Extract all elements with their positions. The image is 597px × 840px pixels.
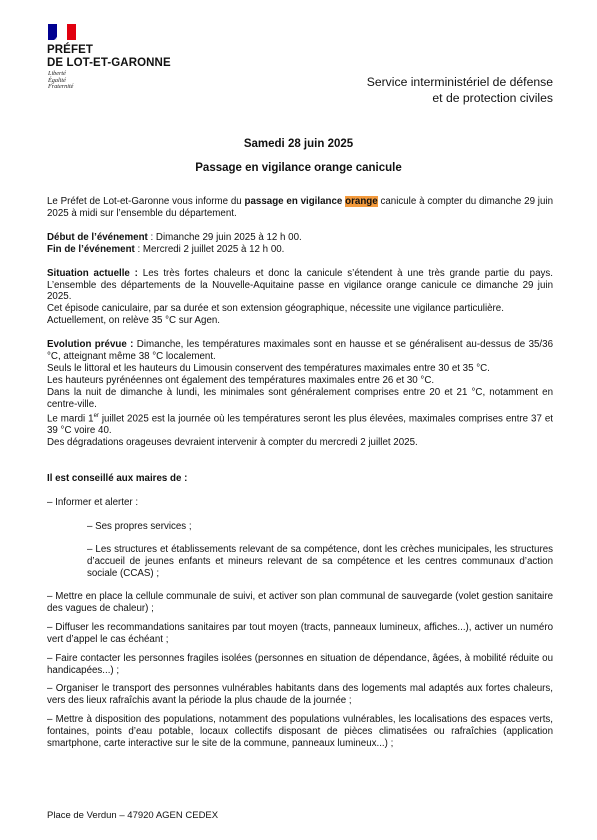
motto-liberte: Liberté bbox=[48, 70, 66, 77]
advice-item-contacter: – Faire contacter les personnes fragiles isolées (personnes en situation de dépendance, âgées, à mobilité réduite ou handicapées...) ; bbox=[47, 652, 553, 676]
evolution-line-5b: juillet 2025 est la journée où les températures seront les plus élevées, maximales comprises entre 37 et 39 °C voire 40. bbox=[47, 412, 553, 436]
situation-line-2: Cet épisode caniculaire, par sa durée et son extension géographique, nécessite une vigilance particulière. bbox=[47, 303, 504, 315]
intro-bold: passage en vigilance bbox=[244, 196, 346, 207]
document-subject: Passage en vigilance orange canicule bbox=[195, 162, 402, 174]
document-body bbox=[47, 196, 553, 750]
evolution-line-4: Dans la nuit de dimanche à lundi, les minimales sont généralement comprises entre 20 et 21 °C, notamment en centre-ville. bbox=[47, 386, 553, 410]
service-name bbox=[367, 75, 553, 106]
evolution-line-5 bbox=[47, 411, 553, 437]
superscript-er: er bbox=[93, 412, 99, 419]
advice-subitem-structures: – Les structures et établissements relevant de sa compétence, dont les crèches municipales, les structures d’accueil de jeunes enfants et mineurs relevant de sa compétence et les centres communaux d’action sociale (CCAS) ; bbox=[87, 544, 553, 580]
evolution-line-3: Les hauteurs pyrénéennes ont également des températures maximales entre 26 et 30 °C. bbox=[47, 374, 435, 386]
evolution-line-5a: Le mardi 1 bbox=[47, 412, 94, 424]
intro-text-2: canicule à compter du dimanche 29 juin 2025 à midi sur l’ensemble du département. bbox=[47, 196, 553, 219]
intro-paragraph bbox=[47, 196, 553, 220]
prefecture-name bbox=[47, 44, 171, 69]
motto-fraternite: Fraternité bbox=[48, 83, 74, 91]
service-line-1: Service interministériel de défense bbox=[366, 75, 553, 89]
evolution-text: Dimanche, les températures maximales sont en hausse et se généralisent au-dessus de 35/36 °C, atteignant même 38 °C localement. bbox=[47, 339, 553, 363]
document-date: Samedi 28 juin 2025 bbox=[243, 138, 354, 150]
advice-item-transport: – Organiser le transport des personnes vulnérables habitants dans des logements mal adaptés aux fortes chaleurs, vers des lieux rafraîchis avant la période la plus chaude de la journée ; bbox=[47, 683, 553, 707]
advice-subitem-services: – Ses propres services ; bbox=[87, 521, 192, 533]
advice-item-cellule: – Mettre en place la cellule communale de suivi, et activer son plan communal de sauvegarde (volet gestion sanitaire des vagues de chaleur) ; bbox=[47, 591, 553, 614]
service-line-2: et de protection civiles bbox=[432, 90, 553, 105]
evolution-line-6: Des dégradations orageuses devraient intervenir à compter du mercredi 2 juillet 2025. bbox=[47, 436, 418, 448]
marianne-icon bbox=[52, 22, 70, 42]
evolution-label: Evolution prévue : bbox=[47, 339, 134, 351]
situation-line-3: Actuellement, on relève 35 °C sur Agen. bbox=[47, 315, 220, 327]
event-end-label: Fin de l’événement bbox=[47, 243, 135, 255]
event-end-value: : Mercredi 2 juillet 2025 à 12 h 00. bbox=[134, 243, 285, 255]
situation-label: Situation actuelle : bbox=[47, 267, 138, 279]
advice-item-diffuser: – Diffuser les recommandations sanitaires par tout moyen (tracts, panneaux lumineux, affiches...), activer un numéro vert d’appel le cas échéant ; bbox=[47, 621, 553, 645]
event-start bbox=[47, 232, 553, 244]
vigilance-orange-highlight: orange bbox=[345, 196, 378, 207]
event-start-value: : Dimanche 29 juin 2025 à 12 h 00. bbox=[147, 231, 302, 243]
prefet-line-1: PRÉFET bbox=[47, 44, 93, 56]
advice-item-inform: – Informer et alerter : bbox=[47, 497, 139, 509]
event-end bbox=[47, 244, 553, 256]
situation-text: Les très fortes chaleurs et donc la canicule s’étendent à une très grande partie du pays. L’ensemble des départements de la Nouvelle-Aquitaine passe en vigilance orange canicule ce dimanche 29 juin 2025. bbox=[47, 267, 553, 303]
prefet-line-2: DE LOT-ET-GARONNE bbox=[47, 56, 171, 69]
advice-heading: Il est conseillé aux maires de : bbox=[47, 472, 188, 484]
footer-address: Place de Verdun – 47920 AGEN CEDEX bbox=[47, 810, 219, 821]
situation-paragraph bbox=[47, 268, 553, 304]
motto-egalite: Égalité bbox=[48, 76, 66, 84]
advice-item-disposition: – Mettre à disposition des populations, notamment des populations vulnérables, les localisations des espaces verts, fontaines, points d’eau potable, locaux collectifs disposant de pièces climatisées ou rafraîchies (application smartphone, carte interactive sur le site de la commune, panneaux lumineux...) ; bbox=[47, 714, 553, 750]
intro-text-1: Le Préfet de Lot-et-Garonne vous informe du bbox=[47, 196, 245, 207]
republic-motto bbox=[48, 71, 73, 91]
evolution-paragraph bbox=[47, 339, 553, 363]
event-start-label: Début de l’événement bbox=[47, 231, 148, 243]
evolution-line-2: Seuls le littoral et les hauteurs du Limousin conservent des températures maximales entre 30 et 35 °C. bbox=[47, 362, 490, 374]
